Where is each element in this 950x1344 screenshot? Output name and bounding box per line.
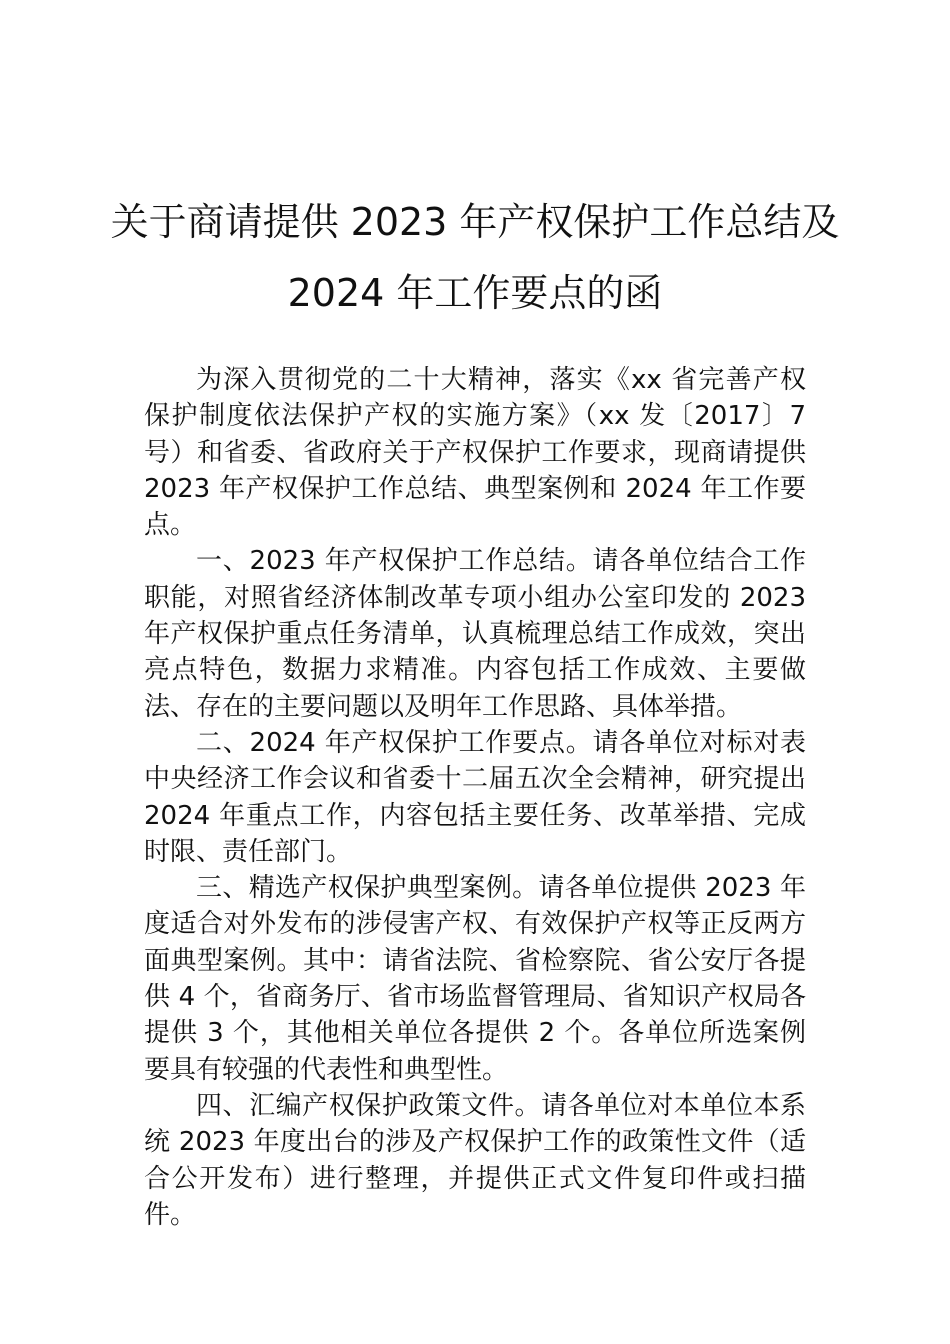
paragraph-section-4: 四、汇编产权保护政策文件。请各单位对本单位本系统 2023 年度出台的涉及产权保护工作的政策性文件（适合公开发布）进行整理，并提供正式文件复印件或扫描件。	[144, 1090, 806, 1230]
paragraph-section-3: 三、精选产权保护典型案例。请各单位提供 2023 年度适合对外发布的涉侵害产权、有效保护产权等正反两方面典型案例。其中：请省法院、省检察院、省公安厅各提供 4 个，省商务厅、省市场监督管理局、省知识产权局各提供 3 个，其他相关单位各提供 2 个。各单位所选案例要具有较强的代表性和典型性。	[144, 873, 806, 1085]
paragraph-intro: 为深入贯彻党的二十大精神，落实《xx 省完善产权保护制度依法保护产权的实施方案》（xx 发〔2017〕7 号）和省委、省政府关于产权保护工作要求，现商请提供 2023 年产权保护工作总结、典型案例和 2024 年工作要点。	[144, 365, 806, 541]
document-title-line-2: 2024 年工作要点的函	[287, 271, 663, 315]
paragraph-section-2: 二、2024 年产权保护工作要点。请各单位对标对表中央经济工作会议和省委十二届五次全会精神，研究提出 2024 年重点工作，内容包括主要任务、改革举措、完成时限、责任部门。	[144, 727, 806, 867]
paragraph-section-1: 一、2023 年产权保护工作总结。请各单位结合工作职能，对照省经济体制改革专项小组办公室印发的 2023 年产权保护重点任务清单，认真梳理总结工作成效，突出亮点特色，数据力求精准。内容包括工作成效、主要做法、存在的主要问题以及明年工作思路、具体举措。	[144, 546, 806, 722]
document-title-line-1: 关于商请提供 2023 年产权保护工作总结及	[110, 200, 840, 244]
document-body	[144, 362, 806, 1233]
